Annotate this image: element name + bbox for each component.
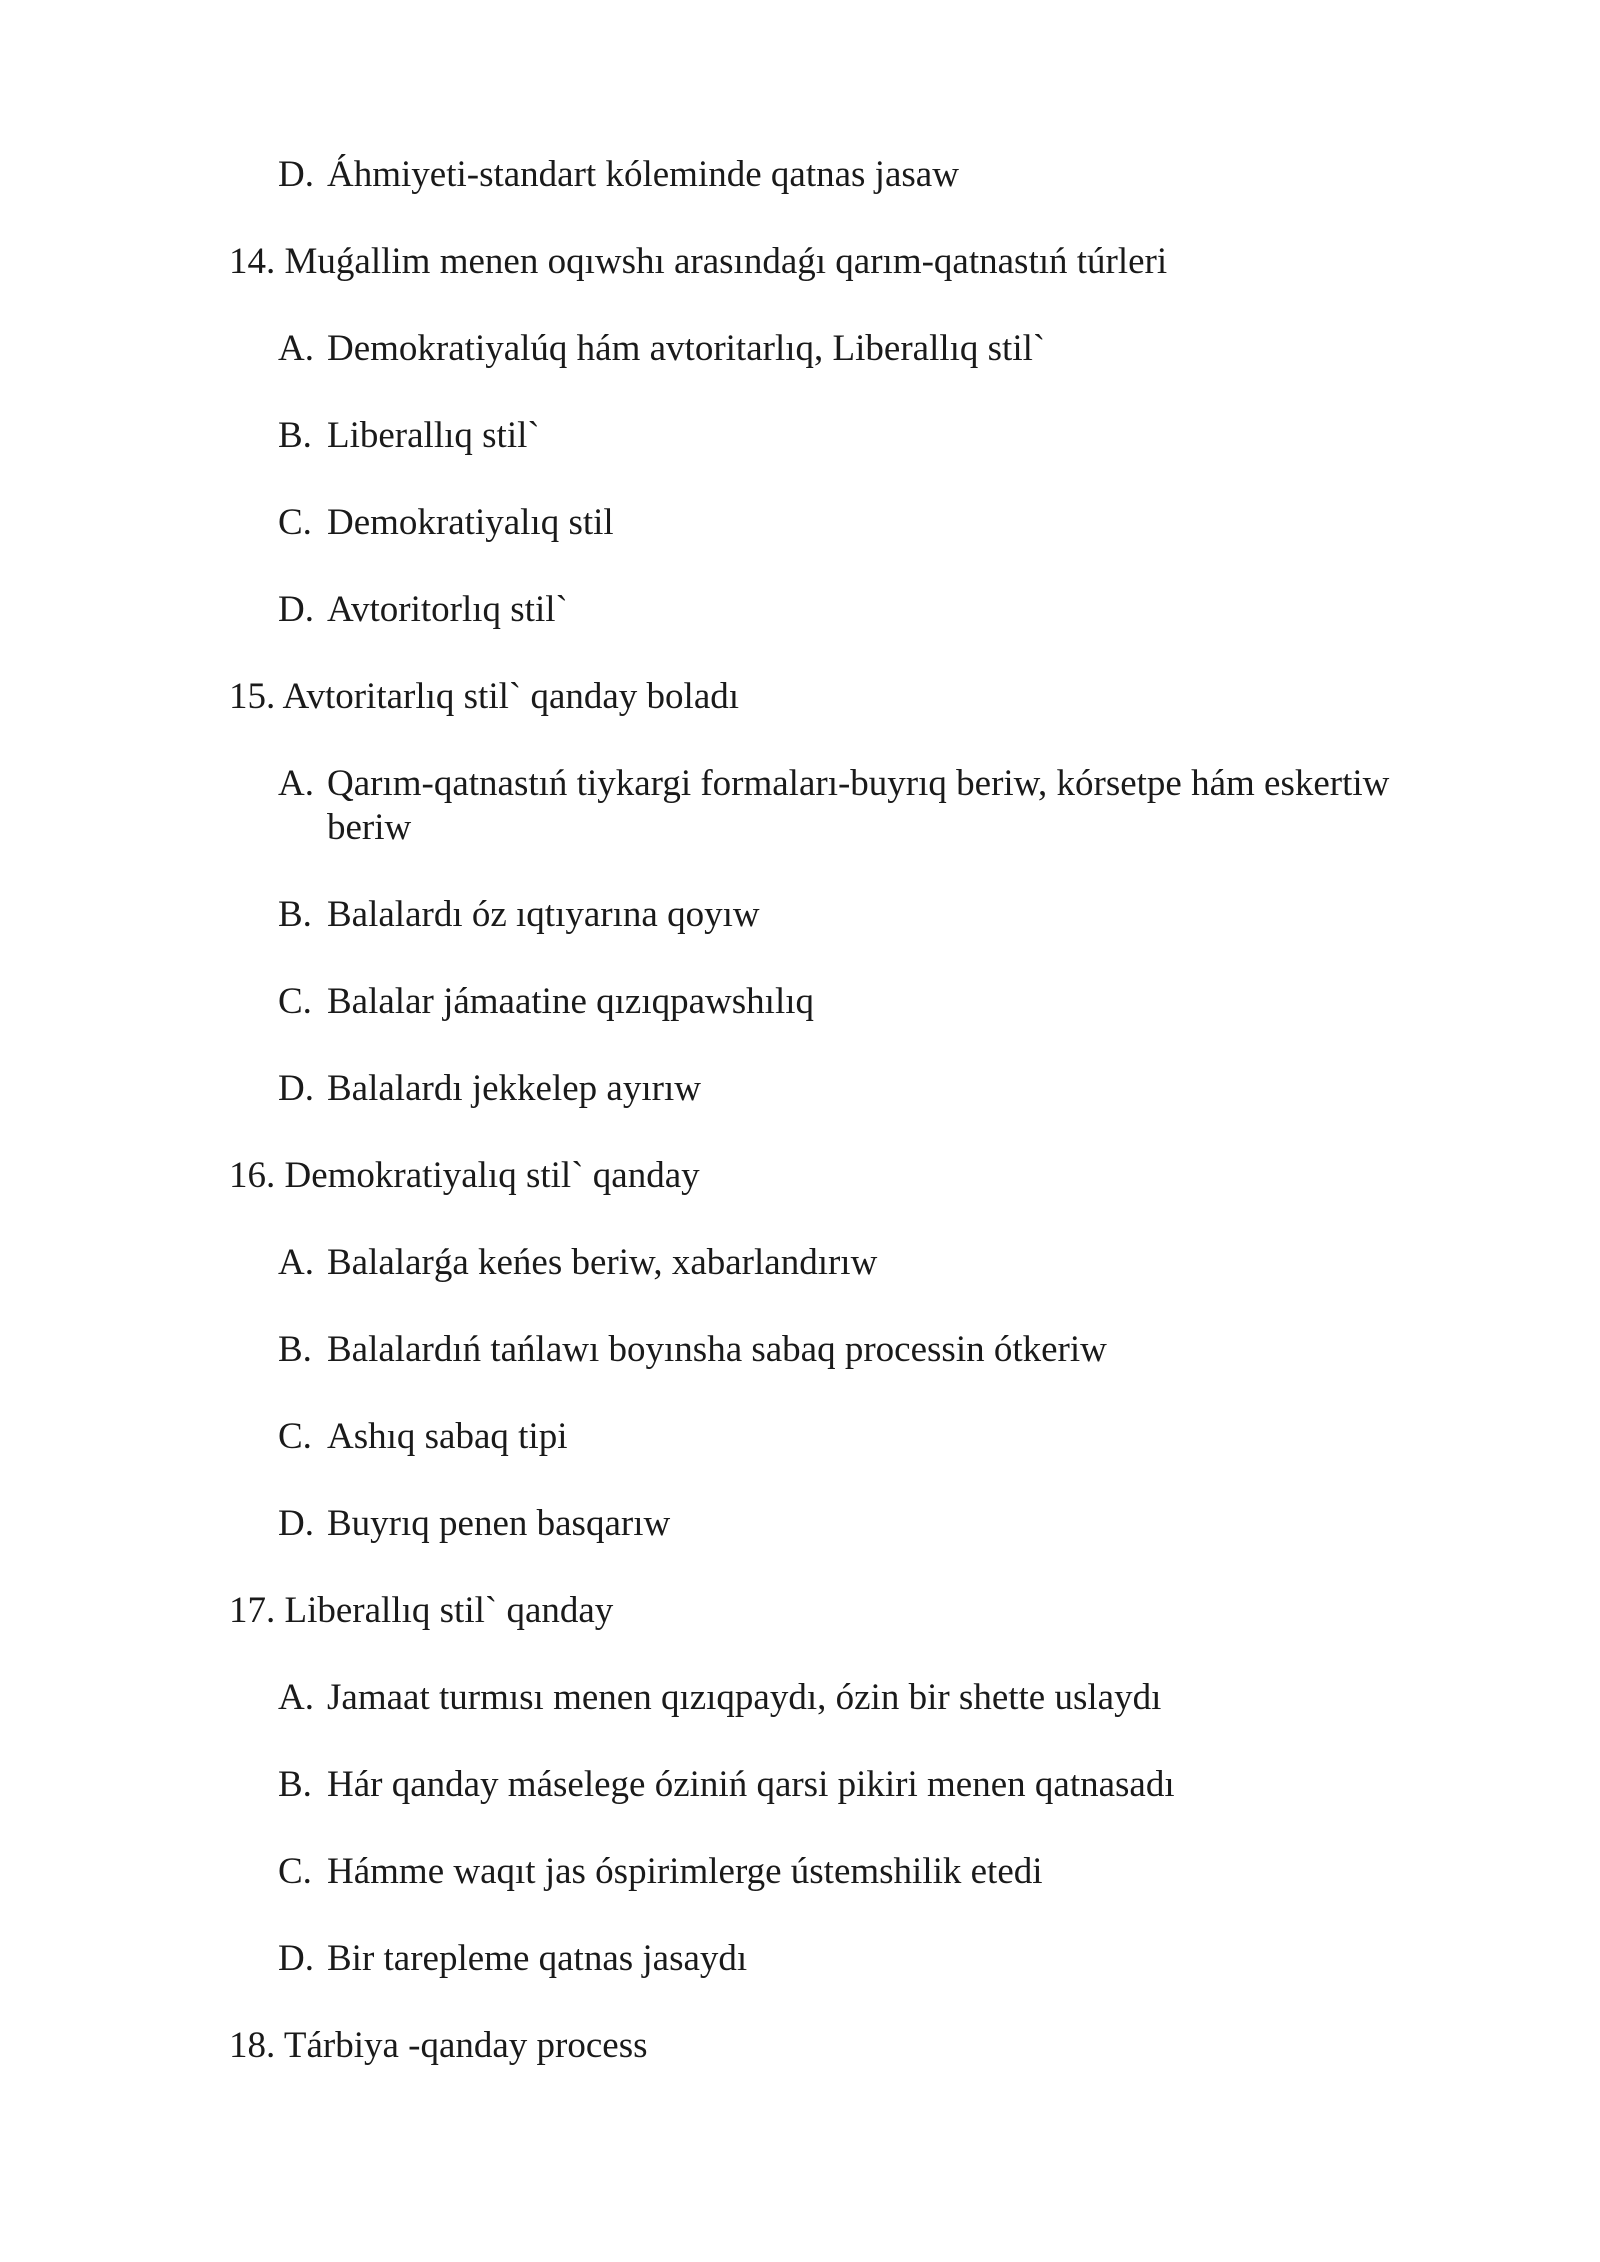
- answer-option: [278, 762, 1477, 850]
- answer-option: [278, 1067, 701, 1111]
- option-text: Demokratiyalıq stil: [327, 502, 614, 543]
- question-text: Muǵallim menen oqıwshı arasındaǵı qarım-qatnastıń túrleri: [284, 241, 1168, 282]
- option-letter: C.: [278, 981, 312, 1022]
- option-letter: B.: [278, 1764, 312, 1805]
- option-text: Balalardı óz ıqtıyarına qoyıw: [327, 894, 760, 935]
- question-number: 14.: [229, 241, 276, 282]
- question-text: Tárbiya -qanday process: [283, 2025, 648, 2066]
- option-letter: D.: [278, 1068, 314, 1109]
- option-text: Avtoritorlıq stil`: [327, 589, 568, 630]
- question-number: 18.: [229, 2025, 276, 2066]
- answer-option: [278, 1241, 877, 1285]
- option-letter: D.: [278, 1938, 314, 1979]
- answer-option: [278, 1502, 670, 1546]
- option-letter: A.: [278, 328, 314, 369]
- question-text: Avtoritarlıq stil` qanday boladı: [282, 676, 740, 717]
- option-text: Buyrıq penen basqarıw: [327, 1503, 671, 1544]
- answer-option: [278, 1937, 747, 1981]
- answer-option: [278, 588, 568, 632]
- question: [229, 2024, 648, 2068]
- option-text: Áhmiyeti-standart kóleminde qatnas jasaw: [327, 154, 959, 195]
- option-text: Balalar jámaatine qızıqpawshılıq: [327, 981, 814, 1022]
- option-text: Qarım-qatnastıń tiykargi formaları-buyrıq beriw, kórsetpe hám eskertiw beriw: [327, 763, 1390, 848]
- answer-option: [278, 1415, 567, 1459]
- option-letter: A.: [278, 763, 314, 804]
- option-text: Hár qanday máselege óziniń qarsi pikiri menen qatnasadı: [327, 1764, 1175, 1805]
- option-letter: B.: [278, 415, 312, 456]
- answer-option: [278, 153, 959, 197]
- option-text: Balalardıń tańlawı boyınsha sabaq processin ótkeriw: [327, 1329, 1107, 1370]
- answer-option: [278, 980, 814, 1024]
- answer-option: [278, 893, 760, 937]
- answer-option: [278, 501, 614, 545]
- option-text: Liberallıq stil`: [327, 415, 540, 456]
- question-text: Liberallıq stil` qanday: [284, 1590, 614, 1631]
- option-letter: B.: [278, 894, 312, 935]
- question: [229, 675, 739, 719]
- option-letter: C.: [278, 502, 312, 543]
- question-number: 17.: [229, 1590, 276, 1631]
- option-letter: B.: [278, 1329, 312, 1370]
- answer-option: [278, 1328, 1107, 1372]
- option-letter: D.: [278, 589, 314, 630]
- option-text: Balalardı jekkelep ayırıw: [327, 1068, 701, 1109]
- question: [229, 240, 1167, 284]
- answer-option: [278, 1676, 1161, 1720]
- question-number: 15.: [229, 676, 276, 717]
- option-text: Bir tarepleme qatnas jasaydı: [327, 1938, 748, 1979]
- option-letter: D.: [278, 154, 314, 195]
- option-text: Balalarǵa keńes beriw, xabarlandırıw: [327, 1242, 878, 1283]
- option-text: Demokratiyalúq hám avtoritarlıq, Liberallıq stil`: [327, 328, 1046, 369]
- option-letter: D.: [278, 1503, 314, 1544]
- answer-option: [278, 1850, 1043, 1894]
- option-letter: A.: [278, 1677, 314, 1718]
- option-letter: C.: [278, 1851, 312, 1892]
- option-text: Jamaat turmısı menen qızıqpaydı, ózin bir shette uslaydı: [327, 1677, 1162, 1718]
- question: [229, 1154, 700, 1198]
- option-letter: A.: [278, 1242, 314, 1283]
- question-text: Demokratiyalıq stil` qanday: [284, 1155, 700, 1196]
- answer-option: [278, 1763, 1175, 1807]
- option-text: Ashıq sabaq tipi: [327, 1416, 568, 1457]
- option-letter: C.: [278, 1416, 312, 1457]
- question-number: 16.: [229, 1155, 276, 1196]
- answer-option: [278, 414, 540, 458]
- answer-option: [278, 327, 1045, 371]
- option-text: Hámme waqıt jas óspirimlerge ústemshilik etedi: [327, 1851, 1043, 1892]
- question: [229, 1589, 613, 1633]
